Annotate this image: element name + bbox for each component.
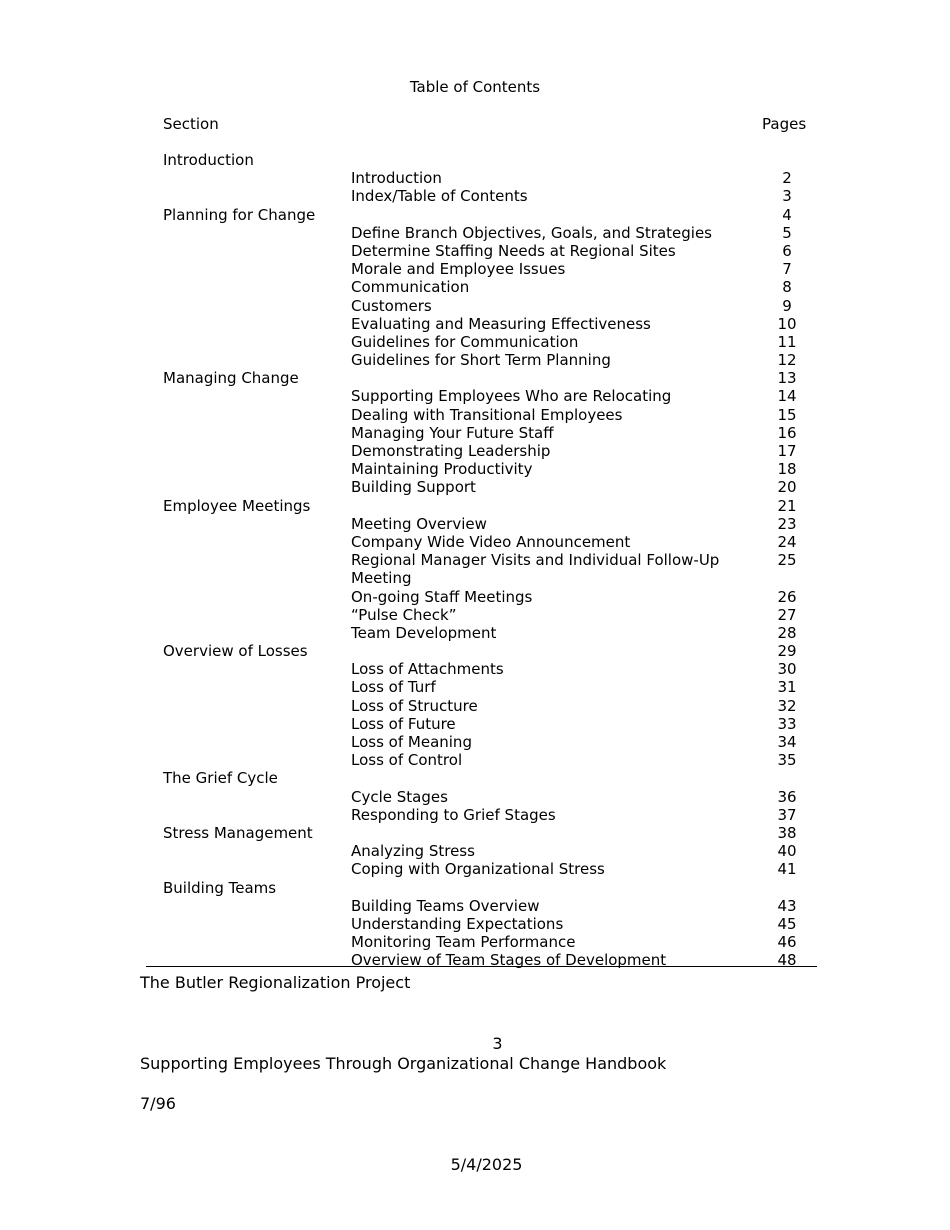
toc-entry-title: Evaluating and Measuring Effectiveness: [351, 314, 651, 333]
toc-entry-title: Team Development: [351, 623, 497, 642]
toc-page-number: 8: [782, 278, 792, 297]
toc-entry-title: Guidelines for Communication: [351, 332, 579, 351]
toc-entry-title: Cycle Stages: [351, 787, 448, 806]
toc-entry-title: Maintaining Productivity: [351, 460, 533, 479]
toc-row: [0, 387, 950, 405]
toc-page-number: 7: [782, 260, 792, 279]
toc-entry-title: Building Teams Overview: [351, 896, 540, 915]
toc-page-number: 41: [777, 860, 797, 879]
toc-page-number: 20: [777, 478, 797, 497]
toc-row: [0, 369, 950, 387]
toc-entry-title: Customers: [351, 296, 432, 315]
toc-page-number: 24: [777, 532, 797, 551]
toc-entry-title: Building Support: [351, 478, 476, 497]
footer-handbook-title: Supporting Employees Through Organizational Change Handbook: [140, 1054, 667, 1073]
toc-row: [0, 788, 950, 806]
toc-row: [0, 333, 950, 351]
toc-page-number: 10: [777, 314, 797, 333]
toc-entry-title: Monitoring Team Performance: [351, 933, 576, 952]
toc-page-number: 28: [777, 623, 797, 642]
toc-list: [0, 151, 950, 969]
toc-row: [0, 806, 950, 824]
toc-section-title: Managing Change: [163, 369, 299, 388]
toc-page-number: 29: [777, 642, 797, 661]
toc-section-title: Planning for Change: [163, 205, 316, 224]
toc-page-number: 27: [777, 605, 797, 624]
toc-entry-title: Index/Table of Contents: [351, 187, 528, 206]
toc-page-number: 33: [777, 714, 797, 733]
toc-entry-title: Morale and Employee Issues: [351, 260, 566, 279]
toc-entry-title: Guidelines for Short Term Planning: [351, 351, 611, 370]
toc-page-number: 36: [777, 787, 797, 806]
toc-row: [0, 915, 950, 933]
section-column-header: Section: [163, 115, 219, 133]
toc-entry-title: Loss of Control: [351, 751, 463, 770]
toc-entry-title: Understanding Expectations: [351, 914, 564, 933]
toc-page-number: 21: [777, 496, 797, 515]
toc-row: [0, 478, 950, 496]
toc-page-number: 31: [777, 678, 797, 697]
toc-section-title: Stress Management: [163, 823, 313, 842]
toc-page-number: 2: [782, 169, 792, 188]
toc-page-number: 25: [777, 551, 797, 570]
footer-date: 5/4/2025: [450, 1155, 523, 1174]
toc-row: [0, 551, 950, 587]
toc-page-number: 13: [777, 369, 797, 388]
toc-entry-title: Company Wide Video Announcement: [351, 532, 631, 551]
toc-page-number: 4: [782, 205, 792, 224]
toc-entry-title: Loss of Future: [351, 714, 456, 733]
toc-page-number: 12: [777, 351, 797, 370]
toc-row: [0, 151, 950, 169]
toc-page-number: 45: [777, 914, 797, 933]
toc-row: [0, 897, 950, 915]
toc-row: [0, 442, 950, 460]
toc-row: [0, 624, 950, 642]
toc-page-number: 14: [777, 387, 797, 406]
toc-row: [0, 315, 950, 333]
toc-page-number: 30: [777, 660, 797, 679]
toc-page-number: 9: [782, 296, 792, 315]
toc-entry-title: Supporting Employees Who are Relocating: [351, 387, 672, 406]
toc-row: [0, 769, 950, 787]
pages-column-header: Pages: [762, 115, 807, 133]
toc-page-number: 6: [782, 241, 792, 260]
footer-divider: [146, 966, 817, 967]
footer-project-name: The Butler Regionalization Project: [140, 973, 411, 992]
toc-page-number: 48: [777, 951, 797, 970]
toc-page-number: 43: [777, 896, 797, 915]
toc-section-title: Building Teams: [163, 878, 277, 897]
toc-page-number: 46: [777, 933, 797, 952]
toc-entry-title: Analyzing Stress: [351, 842, 475, 861]
footer-page-number: 3: [492, 1034, 503, 1053]
page-title: Table of Contents: [409, 78, 541, 96]
toc-entry-title: Loss of Attachments: [351, 660, 504, 679]
toc-row: [0, 515, 950, 533]
toc-row: [0, 733, 950, 751]
toc-entry-title: On-going Staff Meetings: [351, 587, 533, 606]
toc-page-number: 34: [777, 733, 797, 752]
toc-page-number: 35: [777, 751, 797, 770]
toc-row: [0, 169, 950, 187]
toc-row: [0, 297, 950, 315]
footer-version: 7/96: [140, 1094, 176, 1113]
toc-row: [0, 751, 950, 769]
toc-entry-title: Loss of Meaning: [351, 733, 472, 752]
toc-row: [0, 460, 950, 478]
toc-page-number: 38: [777, 823, 797, 842]
toc-entry-title: Loss of Turf: [351, 678, 436, 697]
toc-page-number: 3: [782, 187, 792, 206]
toc-row: [0, 497, 950, 515]
toc-page-number: 15: [777, 405, 797, 424]
toc-row: [0, 533, 950, 551]
toc-row: [0, 678, 950, 696]
toc-row: [0, 642, 950, 660]
toc-row: [0, 933, 950, 951]
toc-entry-title: Regional Manager Visits and Individual Follow-Up Meeting: [351, 551, 720, 588]
toc-page-number: 17: [777, 442, 797, 460]
toc-row: [0, 260, 950, 278]
toc-page-number: 40: [777, 842, 797, 861]
toc-entry-title: Introduction: [351, 169, 442, 188]
toc-page-number: 11: [777, 332, 797, 351]
toc-row: [0, 842, 950, 860]
toc-row: [0, 824, 950, 842]
toc-entry-title: Meeting Overview: [351, 514, 487, 533]
toc-page-number: 18: [777, 460, 797, 479]
toc-section-title: The Grief Cycle: [163, 769, 278, 788]
toc-entry-title: Coping with Organizational Stress: [351, 860, 605, 879]
toc-row: [0, 351, 950, 369]
toc-row: [0, 206, 950, 224]
toc-page-number: 5: [782, 223, 792, 242]
toc-entry-title: Loss of Structure: [351, 696, 478, 715]
toc-entry-title: Responding to Grief Stages: [351, 805, 556, 824]
toc-entry-title: Managing Your Future Staff: [351, 423, 554, 442]
toc-row: [0, 660, 950, 678]
toc-row: [0, 187, 950, 205]
toc-section-title: Overview of Losses: [163, 642, 308, 661]
toc-page-number: 32: [777, 696, 797, 715]
toc-row: [0, 424, 950, 442]
toc-entry-title: Dealing with Transitional Employees: [351, 405, 623, 424]
toc-entry-title: Define Branch Objectives, Goals, and Strategies: [351, 223, 712, 242]
toc-entry-title: Communication: [351, 278, 470, 297]
toc-row: [0, 588, 950, 606]
toc-row: [0, 715, 950, 733]
toc-row: [0, 224, 950, 242]
toc-page-number: 23: [777, 514, 797, 533]
toc-section-title: Employee Meetings: [163, 496, 311, 515]
toc-entry-title: Determine Staffing Needs at Regional Sites: [351, 241, 676, 260]
toc-entry-title: “Pulse Check”: [351, 605, 457, 624]
toc-page-number: 26: [777, 587, 797, 606]
toc-section-title: Introduction: [163, 151, 254, 169]
toc-page-number: 37: [777, 805, 797, 824]
toc-row: [0, 278, 950, 296]
toc-row: [0, 406, 950, 424]
toc-row: [0, 606, 950, 624]
toc-entry-title: Demonstrating Leadership: [351, 442, 551, 460]
toc-entry-title: Overview of Team Stages of Development: [351, 951, 667, 970]
toc-row: [0, 879, 950, 897]
toc-row: [0, 860, 950, 878]
toc-page-number: 16: [777, 423, 797, 442]
toc-row: [0, 697, 950, 715]
toc-row: [0, 242, 950, 260]
